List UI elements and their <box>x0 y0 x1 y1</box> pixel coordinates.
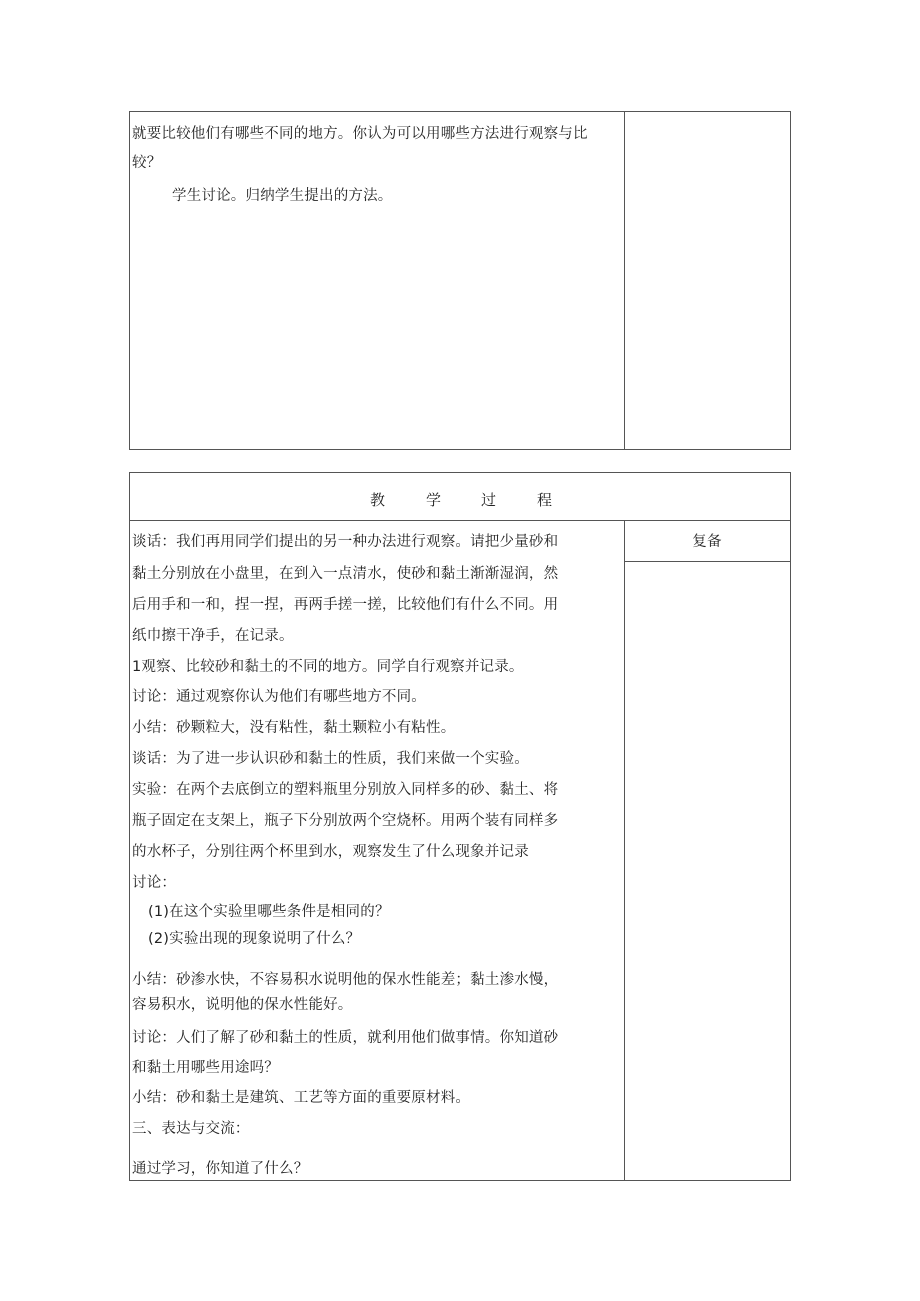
text-line: 就要比较他们有哪些不同的地方。你认为可以用哪些方法进行观察与比 <box>132 126 588 142</box>
column-divider <box>624 112 625 449</box>
row-divider <box>624 561 790 562</box>
text-line: (2)实验出现的现象说明了什么？ <box>148 931 361 947</box>
text-line: 1观察、比较砂和黏土的不同的地方。同学自行观察并记录。 <box>132 659 524 675</box>
text-line: 较？ <box>132 155 162 171</box>
text-line: 通过学习，你知道了什么？ <box>132 1161 309 1177</box>
column-divider <box>624 520 625 1180</box>
title-char: 过 <box>481 491 497 509</box>
teaching-process-table <box>129 472 791 1181</box>
text-line: 讨论： <box>132 875 177 891</box>
text-line: 小结：砂和黏土是建筑、工艺等方面的重要原材料。 <box>132 1090 471 1106</box>
text-line: 的水杯子，分别往两个杯里到水，观察发生了什么现象并记录 <box>132 844 529 860</box>
row-divider <box>130 520 790 521</box>
text-line: 实验：在两个去底倒立的塑料瓶里分别放入同样多的砂、黏土、将 <box>132 782 559 798</box>
text-line: 黏土分别放在小盘里，在到入一点清水，使砂和黏土渐渐湿润，然 <box>132 566 559 582</box>
title-char: 学 <box>426 491 442 509</box>
text-line: 学生讨论。归纳学生提出的方法。 <box>172 188 393 204</box>
title-char: 程 <box>537 491 553 509</box>
text-line: 瓶子固定在支架上，瓶子下分别放两个空烧杯。用两个装有同样多 <box>132 813 559 829</box>
text-line: 讨论：人们了解了砂和黏土的性质，就利用他们做事情。你知道砂 <box>132 1030 559 1046</box>
side-header: 复备 <box>692 534 722 550</box>
text-line: 和黏土用哪些用途吗？ <box>132 1060 279 1076</box>
text-line: 后用手和一和，捏一捏，再两手搓一搓，比较他们有什么不同。用 <box>132 597 559 613</box>
title-char: 教 <box>370 491 386 509</box>
text-line: 谈话：我们再用同学们提出的另一种办法进行观察。请把少量砂和 <box>132 534 559 550</box>
text-line: 小结：砂渗水快，不容易积水说明他的保水性能差；黏土渗水慢， <box>132 972 559 988</box>
text-line: 纸巾擦干净手，在记录。 <box>132 628 294 644</box>
text-line: 小结：砂颗粒大，没有粘性，黏土颗粒小有粘性。 <box>132 720 456 736</box>
text-line: 谈话：为了进一步认识砂和黏土的性质，我们来做一个实验。 <box>132 751 529 767</box>
text-line: (1)在这个实验里哪些条件是相同的？ <box>148 904 390 920</box>
text-line: 讨论：通过观察你认为他们有哪些地方不同。 <box>132 689 426 705</box>
top-table <box>129 111 791 450</box>
text-line: 三、表达与交流： <box>132 1121 250 1137</box>
text-line: 容易积水，说明他的保水性能好。 <box>132 997 353 1013</box>
